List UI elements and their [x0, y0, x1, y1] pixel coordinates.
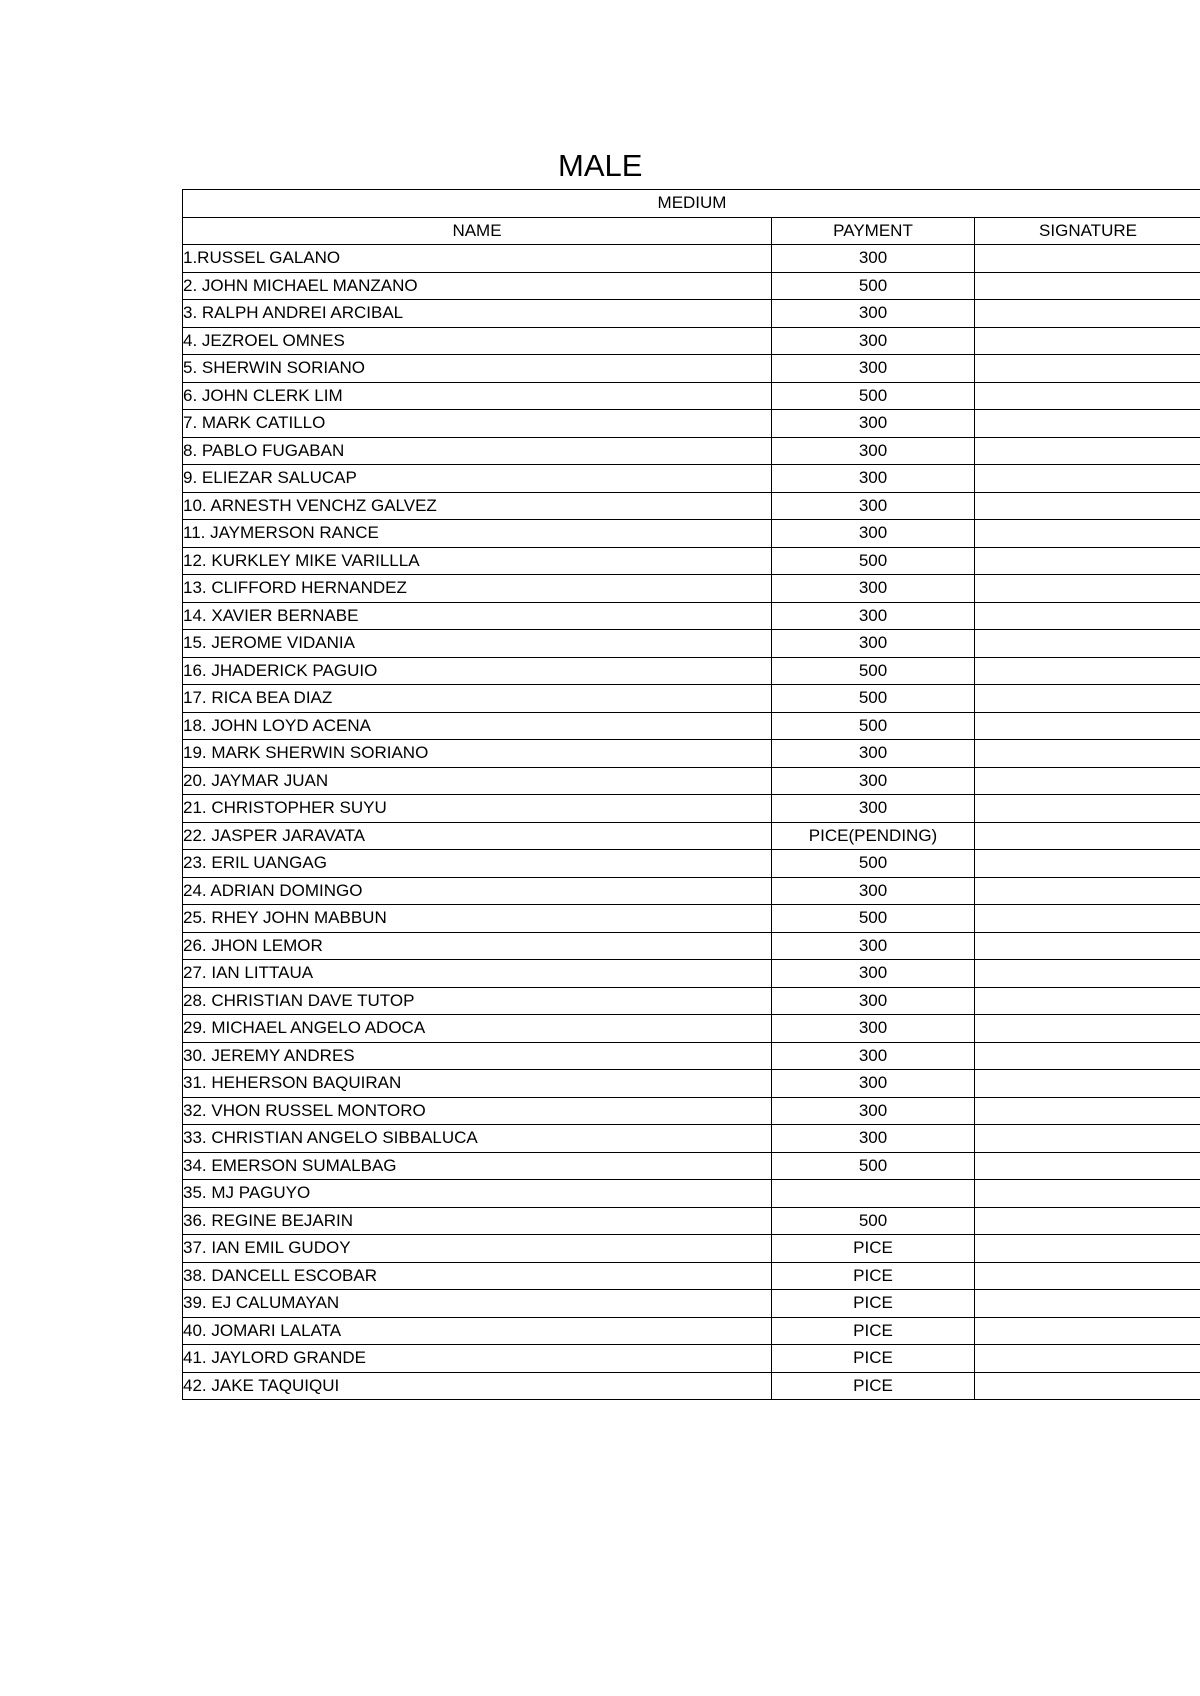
- signature-cell: [975, 712, 1200, 740]
- table-row: [183, 1290, 1200, 1318]
- member-name: 33. CHRISTIAN ANGELO SIBBALUCA: [183, 1125, 772, 1153]
- member-name: 17. RICA BEA DIAZ: [183, 685, 772, 713]
- member-name: 35. MJ PAGUYO: [183, 1180, 772, 1208]
- table-row: [183, 1345, 1200, 1373]
- member-name: 19. MARK SHERWIN SORIANO: [183, 740, 772, 768]
- signature-cell: [975, 437, 1200, 465]
- table-row: [183, 410, 1200, 438]
- member-name: 4. JEZROEL OMNES: [183, 327, 772, 355]
- member-name: 27. IAN LITTAUA: [183, 960, 772, 988]
- table-row: [183, 822, 1200, 850]
- table-row: [183, 245, 1200, 273]
- payment-value: 300: [772, 1042, 975, 1070]
- table-row: [183, 1207, 1200, 1235]
- payment-value: PICE: [772, 1290, 975, 1318]
- payment-value: 300: [772, 740, 975, 768]
- member-name: 1.RUSSEL GALANO: [183, 245, 772, 273]
- signature-cell: [975, 1042, 1200, 1070]
- page-title: MALE: [558, 148, 643, 183]
- table-row: [183, 382, 1200, 410]
- table-row: [183, 1317, 1200, 1345]
- member-name: 8. PABLO FUGABAN: [183, 437, 772, 465]
- payment-value: 300: [772, 1070, 975, 1098]
- payment-value: 500: [772, 905, 975, 933]
- member-name: 30. JEREMY ANDRES: [183, 1042, 772, 1070]
- table-row: [183, 987, 1200, 1015]
- table-row: [183, 492, 1200, 520]
- table-row: [183, 327, 1200, 355]
- signature-header: SIGNATURE: [975, 217, 1200, 245]
- payment-value: 500: [772, 272, 975, 300]
- signature-cell: [975, 1015, 1200, 1043]
- table-row: [183, 1152, 1200, 1180]
- signature-cell: [975, 520, 1200, 548]
- payment-value: PICE: [772, 1317, 975, 1345]
- member-name: 5. SHERWIN SORIANO: [183, 355, 772, 383]
- roster-table: [182, 189, 1200, 1400]
- member-name: 25. RHEY JOHN MABBUN: [183, 905, 772, 933]
- member-name: 38. DANCELL ESCOBAR: [183, 1262, 772, 1290]
- payment-value: 300: [772, 1015, 975, 1043]
- size-row: [183, 190, 1200, 218]
- member-name: 15. JEROME VIDANIA: [183, 630, 772, 658]
- table-row: [183, 602, 1200, 630]
- signature-cell: [975, 1097, 1200, 1125]
- payment-value: 300: [772, 300, 975, 328]
- payment-value: 500: [772, 850, 975, 878]
- payment-value: 300: [772, 932, 975, 960]
- member-name: 20. JAYMAR JUAN: [183, 767, 772, 795]
- payment-value: 300: [772, 877, 975, 905]
- payment-value: 500: [772, 382, 975, 410]
- member-name: 13. CLIFFORD HERNANDEZ: [183, 575, 772, 603]
- member-name: 10. ARNESTH VENCHZ GALVEZ: [183, 492, 772, 520]
- table-row: [183, 272, 1200, 300]
- member-name: 40. JOMARI LALATA: [183, 1317, 772, 1345]
- member-name: 26. JHON LEMOR: [183, 932, 772, 960]
- payment-value: 500: [772, 685, 975, 713]
- table-row: [183, 1372, 1200, 1400]
- payment-value: 300: [772, 465, 975, 493]
- payment-value: PICE: [772, 1262, 975, 1290]
- member-name: 36. REGINE BEJARIN: [183, 1207, 772, 1235]
- signature-cell: [975, 1262, 1200, 1290]
- header-row: [183, 217, 1200, 245]
- table-row: [183, 905, 1200, 933]
- payment-value: 300: [772, 795, 975, 823]
- signature-cell: [975, 382, 1200, 410]
- signature-cell: [975, 822, 1200, 850]
- payment-value: 300: [772, 960, 975, 988]
- payment-value: 300: [772, 630, 975, 658]
- member-name: 11. JAYMERSON RANCE: [183, 520, 772, 548]
- signature-cell: [975, 657, 1200, 685]
- signature-cell: [975, 410, 1200, 438]
- signature-cell: [975, 602, 1200, 630]
- table-row: [183, 877, 1200, 905]
- signature-cell: [975, 1345, 1200, 1373]
- roster-body: [183, 245, 1200, 1400]
- signature-cell: [975, 960, 1200, 988]
- table-row: [183, 575, 1200, 603]
- signature-cell: [975, 575, 1200, 603]
- member-name: 16. JHADERICK PAGUIO: [183, 657, 772, 685]
- member-name: 41. JAYLORD GRANDE: [183, 1345, 772, 1373]
- table-row: [183, 795, 1200, 823]
- signature-cell: [975, 1180, 1200, 1208]
- table-row: [183, 1015, 1200, 1043]
- signature-cell: [975, 1372, 1200, 1400]
- signature-cell: [975, 465, 1200, 493]
- signature-cell: [975, 547, 1200, 575]
- signature-cell: [975, 987, 1200, 1015]
- payment-value: 300: [772, 602, 975, 630]
- payment-value: 500: [772, 1152, 975, 1180]
- signature-cell: [975, 300, 1200, 328]
- payment-value: PICE: [772, 1372, 975, 1400]
- table-row: [183, 520, 1200, 548]
- signature-cell: [975, 1290, 1200, 1318]
- payment-value: [772, 1180, 975, 1208]
- table-row: [183, 630, 1200, 658]
- member-name: 12. KURKLEY MIKE VARILLLA: [183, 547, 772, 575]
- member-name: 2. JOHN MICHAEL MANZANO: [183, 272, 772, 300]
- member-name: 7. MARK CATILLO: [183, 410, 772, 438]
- member-name: 28. CHRISTIAN DAVE TUTOP: [183, 987, 772, 1015]
- member-name: 9. ELIEZAR SALUCAP: [183, 465, 772, 493]
- signature-cell: [975, 850, 1200, 878]
- signature-cell: [975, 685, 1200, 713]
- member-name: 31. HEHERSON BAQUIRAN: [183, 1070, 772, 1098]
- table-row: [183, 712, 1200, 740]
- signature-cell: [975, 767, 1200, 795]
- payment-value: 300: [772, 520, 975, 548]
- table-row: [183, 465, 1200, 493]
- payment-value: 300: [772, 355, 975, 383]
- member-name: 22. JASPER JARAVATA: [183, 822, 772, 850]
- member-name: 18. JOHN LOYD ACENA: [183, 712, 772, 740]
- payment-value: 500: [772, 1207, 975, 1235]
- table-row: [183, 1235, 1200, 1263]
- payment-value: 500: [772, 657, 975, 685]
- signature-cell: [975, 630, 1200, 658]
- payment-value: 300: [772, 437, 975, 465]
- payment-value: 300: [772, 987, 975, 1015]
- member-name: 24. ADRIAN DOMINGO: [183, 877, 772, 905]
- table-row: [183, 1070, 1200, 1098]
- signature-cell: [975, 355, 1200, 383]
- signature-cell: [975, 492, 1200, 520]
- table-row: [183, 767, 1200, 795]
- payment-value: 500: [772, 547, 975, 575]
- member-name: 21. CHRISTOPHER SUYU: [183, 795, 772, 823]
- table-row: [183, 547, 1200, 575]
- signature-cell: [975, 905, 1200, 933]
- table-row: [183, 1125, 1200, 1153]
- table-row: [183, 1262, 1200, 1290]
- signature-cell: [975, 877, 1200, 905]
- payment-value: 300: [772, 1097, 975, 1125]
- signature-cell: [975, 1125, 1200, 1153]
- table-row: [183, 740, 1200, 768]
- signature-cell: [975, 932, 1200, 960]
- table-row: [183, 1180, 1200, 1208]
- signature-cell: [975, 1207, 1200, 1235]
- signature-cell: [975, 272, 1200, 300]
- member-name: 42. JAKE TAQUIQUI: [183, 1372, 772, 1400]
- member-name: 6. JOHN CLERK LIM: [183, 382, 772, 410]
- table-row: [183, 685, 1200, 713]
- payment-value: 300: [772, 410, 975, 438]
- member-name: 39. EJ CALUMAYAN: [183, 1290, 772, 1318]
- table-row: [183, 1042, 1200, 1070]
- table-row: [183, 960, 1200, 988]
- signature-cell: [975, 327, 1200, 355]
- signature-cell: [975, 1070, 1200, 1098]
- payment-value: 300: [772, 327, 975, 355]
- member-name: 29. MICHAEL ANGELO ADOCA: [183, 1015, 772, 1043]
- member-name: 3. RALPH ANDREI ARCIBAL: [183, 300, 772, 328]
- member-name: 34. EMERSON SUMALBAG: [183, 1152, 772, 1180]
- signature-cell: [975, 1317, 1200, 1345]
- payment-value: 300: [772, 575, 975, 603]
- member-name: 37. IAN EMIL GUDOY: [183, 1235, 772, 1263]
- signature-cell: [975, 1152, 1200, 1180]
- size-label: MEDIUM: [183, 190, 1200, 218]
- member-name: 14. XAVIER BERNABE: [183, 602, 772, 630]
- payment-value: PICE: [772, 1345, 975, 1373]
- payment-header: PAYMENT: [772, 217, 975, 245]
- payment-value: PICE(PENDING): [772, 822, 975, 850]
- payment-value: 500: [772, 712, 975, 740]
- member-name: 32. VHON RUSSEL MONTORO: [183, 1097, 772, 1125]
- payment-value: 300: [772, 245, 975, 273]
- signature-cell: [975, 795, 1200, 823]
- table-row: [183, 300, 1200, 328]
- member-name: 23. ERIL UANGAG: [183, 850, 772, 878]
- payment-value: 300: [772, 492, 975, 520]
- table-row: [183, 657, 1200, 685]
- payment-value: 300: [772, 1125, 975, 1153]
- payment-value: PICE: [772, 1235, 975, 1263]
- table-row: [183, 355, 1200, 383]
- name-header: NAME: [183, 217, 772, 245]
- payment-value: 300: [772, 767, 975, 795]
- table-row: [183, 932, 1200, 960]
- signature-cell: [975, 1235, 1200, 1263]
- table-row: [183, 1097, 1200, 1125]
- signature-cell: [975, 740, 1200, 768]
- table-row: [183, 437, 1200, 465]
- table-row: [183, 850, 1200, 878]
- signature-cell: [975, 245, 1200, 273]
